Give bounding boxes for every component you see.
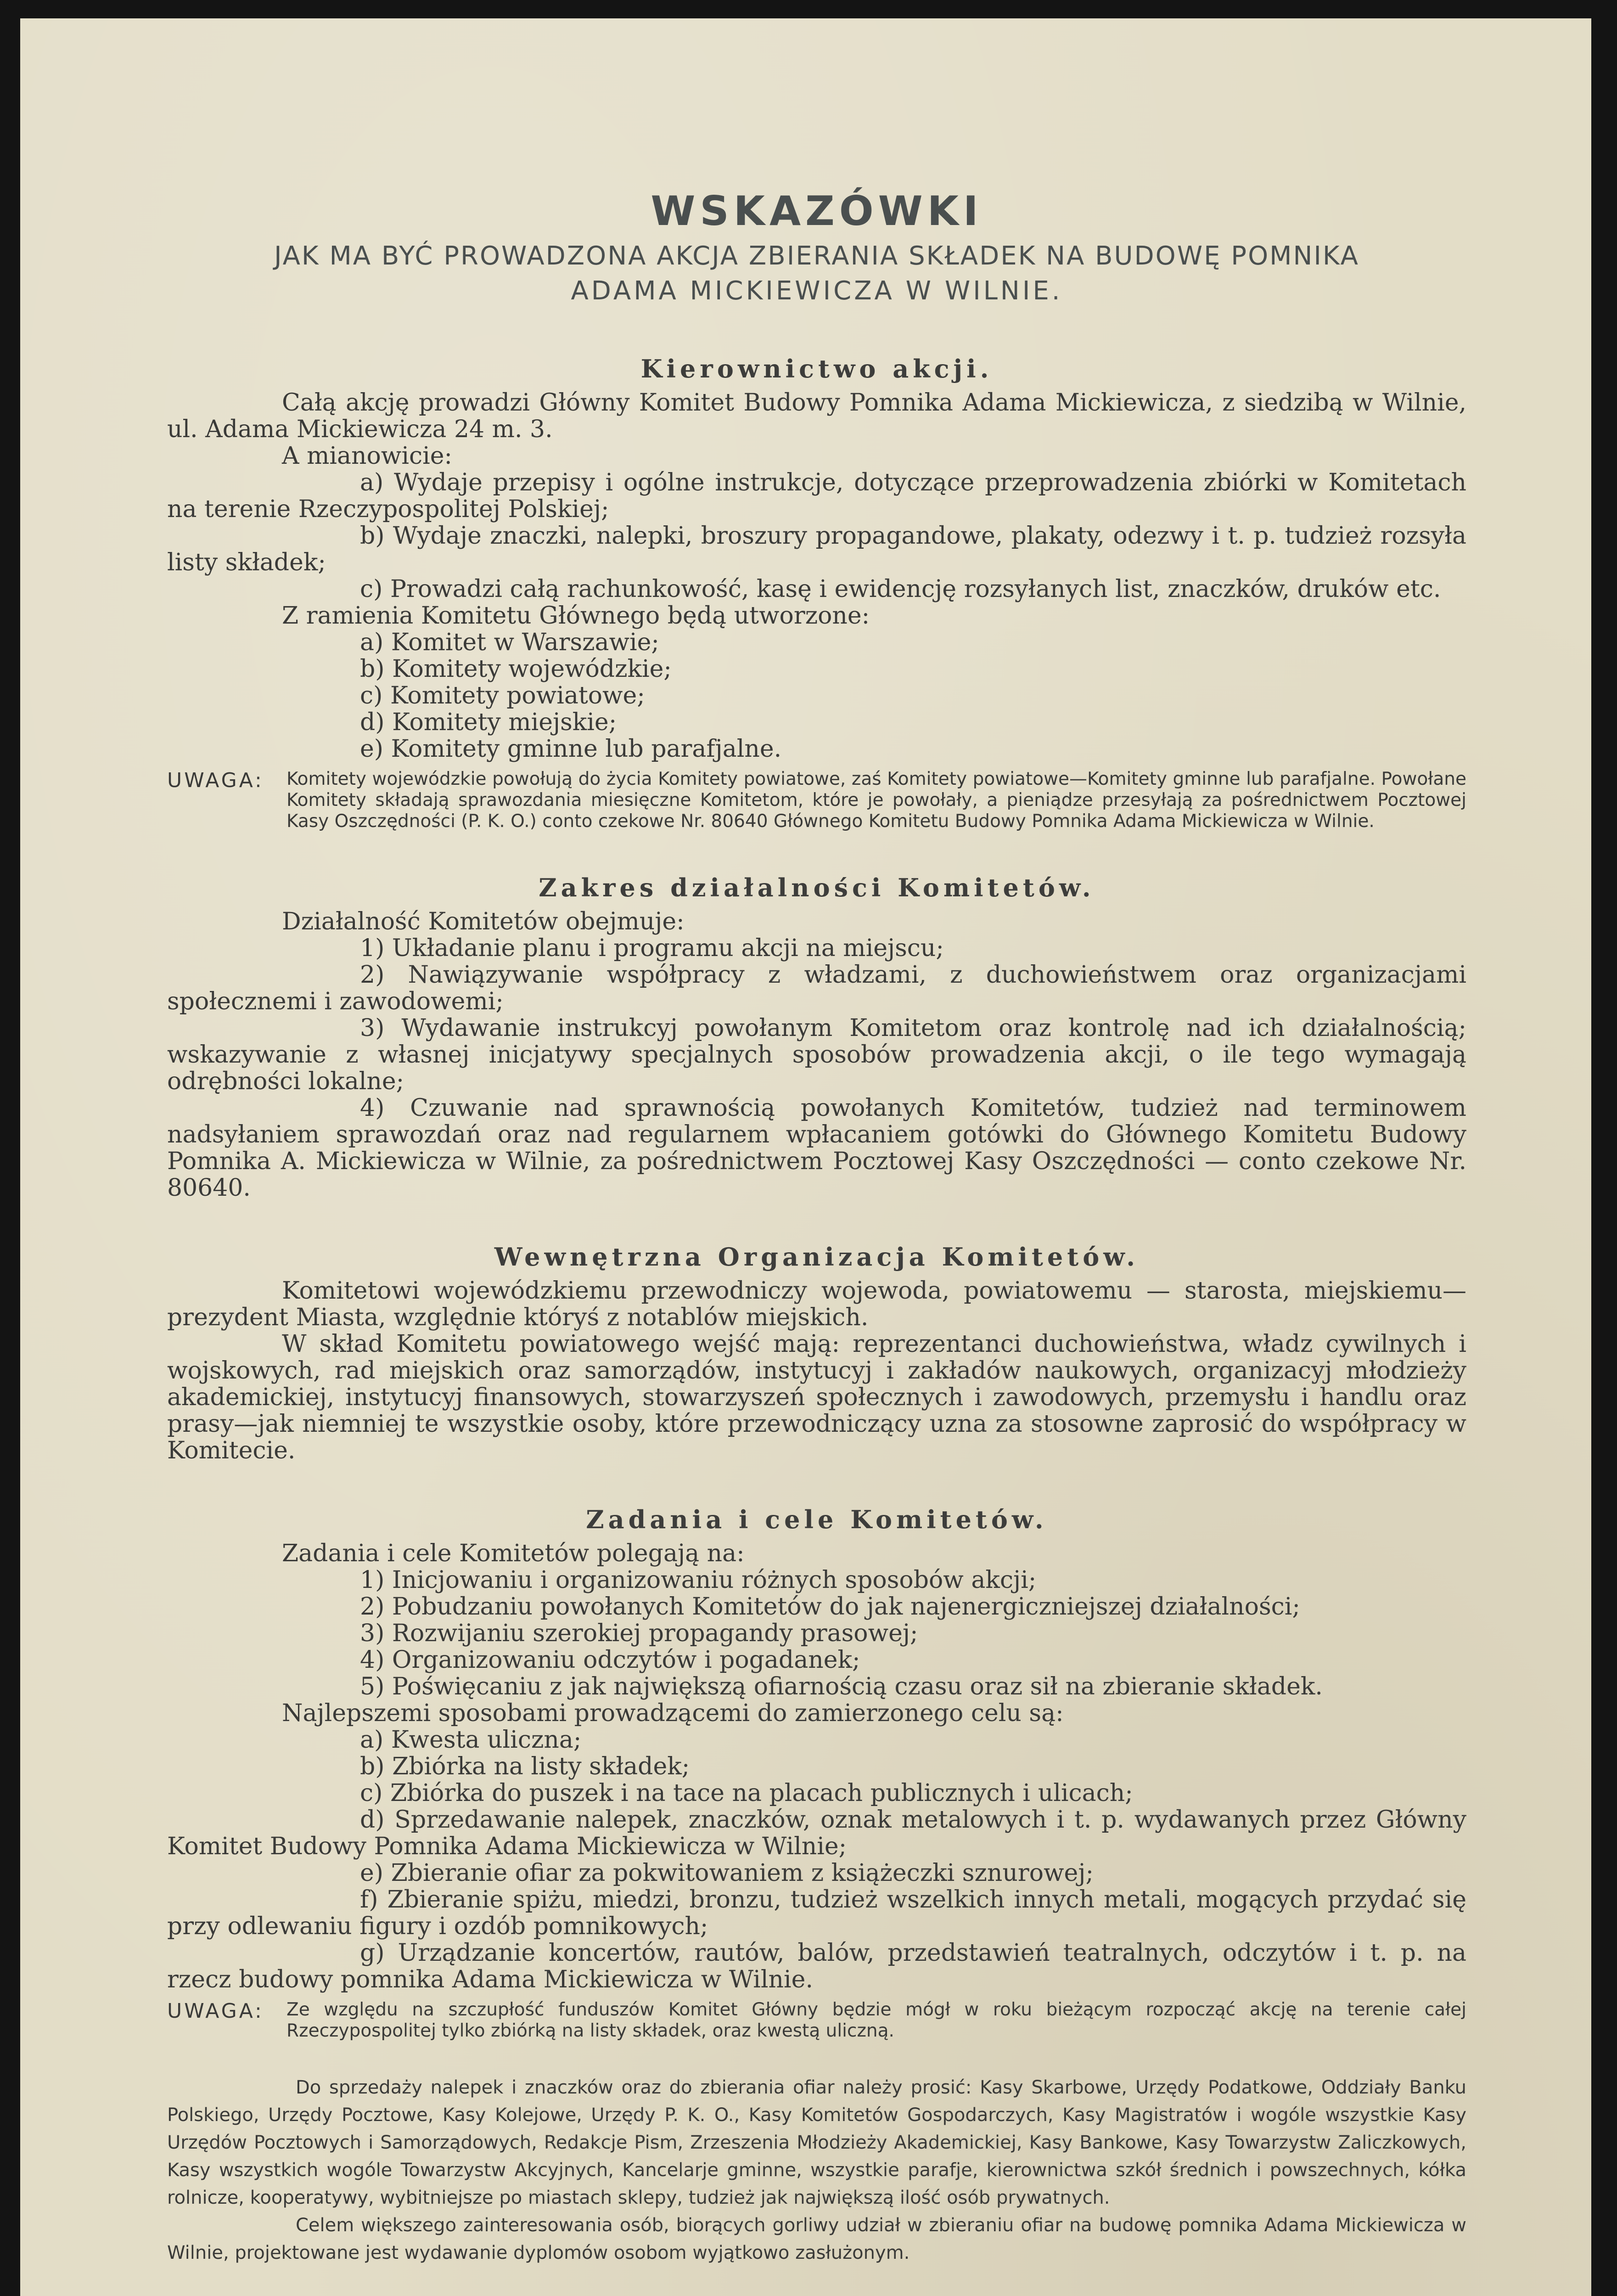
paragraph: Najlepszemi sposobami prowadzącemi do zamierzonego celu są: [282,1699,1064,1727]
list-item: g) Urządzanie koncertów, rautów, balów, przedstawień teatralnych, odczytów i t. p. na rzecz budowy pomnika Adama Mickiewicza w Wilnie. [167,1939,1466,1993]
list-item: a) Komitet w Warszawie; [360,629,659,656]
list-item: c) Zbiórka do puszek i na tace na placach publicznych i ulicach; [360,1779,1133,1807]
uwaga-text: Komitety wojewódzkie powołują do życia Komitety powiatowe, zaś Komitety powiatowe—Komitety gminne lub parafjalne. Powołane Komitety składają sprawozdania miesięczne Komitetom, które je powołały, a pieniądze przesyłają za pośrednictwem Pocztowej Kasy Oszczędności (P. K. O.) conto czekowe Nr. 80640 Głównego Komitetu Budowy Pomnika Adama Mickiewicza w Wilnie. [286,769,1466,832]
list-item: f) Zbieranie spiżu, miedzi, bronzu, tudzież wszelkich innych metali, mogących przydać się przy odlewaniu figury i ozdób pomnikowych; [167,1886,1466,1940]
list-item: b) Komitety wojewódzkie; [360,655,672,683]
list-item: 4) Organizowaniu odczytów i pogadanek; [360,1646,860,1674]
document-subtitle-line2: ADAMA MICKIEWICZA W WILNIE. [571,276,1063,306]
document-subtitle-line1: JAK MA BYĆ PROWADZONA AKCJA ZBIERANIA SKŁADEK NA BUDOWĘ POMNIKA [274,241,1359,271]
closing-paragraph: Do sprzedaży nalepek i znaczków oraz do zbierania ofiar należy prosić: Kasy Skarbowe, Urzędy Podatkowe, Oddziały Banku Polskiego, Urzędy Pocztowe, Kasy Kolejowe, Urzędy P. K. O., Kasy Komitetów Gospodarczych, Kasy Magistratów i wogóle wszystkie Kasy Urzędów Pocztowych i Samorządowych, Redakcje Pism, Zrzeszenia Młodzieży Akademickiej, Kasy Bankowe, Kasy Towarzystw Zaliczkowych, Kasy wszystkich wogóle Towarzystw Akcyjnych, Kancelarje gminne, wszystkie parafje, kierownictwa szkół średnich i powszechnych, kółka rolnicze, kooperatywy, wybitniejsze po miastach sklepy, tudzież jak największą ilość osób prywatnych. [167,2077,1466,2208]
paragraph: Zadania i cele Komitetów polegają na: [282,1540,745,1567]
list-item: 3) Rozwijaniu szerokiej propagandy prasowej; [360,1620,918,1647]
duties-list [167,469,1466,602]
section-heading-zakres: Zakres działalności Komitetów. [539,873,1095,902]
list-item: 2) Nawiązywanie współpracy z władzami, z duchowieństwem oraz organizacjami społecznemi i zawodowemi; [167,961,1466,1015]
paragraph: Całą akcję prowadzi Główny Komitet Budowy Pomnika Adama Mickiewicza, z siedzibą w Wilnie, ul. Adama Mickiewicza 24 m. 3. [167,389,1466,443]
list-item: e) Zbieranie ofiar za pokwitowaniem z książeczki sznurowej; [360,1859,1094,1887]
uwaga-label: UWAGA: [167,1999,264,2023]
list-item: a) Wydaje przepisy i ogólne instrukcje, dotyczące przeprowadzenia zbiórki w Komitetach na terenie Rzeczypospolitej Polskiej; [167,469,1466,523]
uwaga-text: Ze względu na szczupłość funduszów Komitet Główny będzie mógł w roku bieżącym rozpocząć akcję na terenie całej Rzeczypospolitej tylko zbiórką na listy składek, oraz kwestą uliczną. [286,1999,1466,2041]
activities-list [167,935,1466,1201]
list-item: b) Zbiórka na listy składek; [360,1753,690,1780]
list-item: 4) Czuwanie nad sprawnością powołanych Komitetów, tudzież nad terminowem nadsyłaniem sprawozdań oraz nad regularnem wpłacaniem gotówki do Głównego Komitetu Budowy Pomnika A. Mickiewicza w Wilnie, za pośrednictwem Pocztowej Kasy Oszczędności — conto czekowe Nr. 80640. [167,1094,1466,1202]
paragraph: W skład Komitetu powiatowego wejść mają: reprezentanci duchowieństwa, władz cywilnych i wojskowych, rad miejskich oraz samorządów, instytucyj i zakładów naukowych, organizacyj młodzieży akademickiej, instytucyj finansowych, stowarzyszeń społecznych i zawodowych, przemysłu i handlu oraz prasy—jak niemniej te wszystkie osoby, które przewodniczący uzna za stosowne zaprosić do współpracy w Komitecie. [167,1330,1466,1464]
list-item: d) Sprzedawanie nalepek, znaczków, oznak metalowych i t. p. wydawanych przez Główny Komitet Budowy Pomnika Adama Mickiewicza w Wilnie; [167,1806,1466,1860]
section-heading-zadania: Zadania i cele Komitetów. [586,1505,1048,1534]
list-item: 1) Układanie planu i programu akcji na miejscu; [360,934,944,962]
methods-list [167,1727,1466,1993]
uwaga-label: UWAGA: [167,769,264,792]
tasks-list [167,1567,1466,1700]
list-item: 3) Wydawanie instrukcyj powołanym Komitetom oraz kontrolę nad ich działalnością; wskazywanie z własnej inicjatywy specjalnych sposobów prowadzenia akcji, o ile tego wymagają odrębności lokalne; [167,1014,1466,1095]
section-heading-kierownictwo: Kierownictwo akcji. [640,354,993,383]
list-item: b) Wydaje znaczki, nalepki, broszury propagandowe, plakaty, odezwy i t. p. tudzież rozsyła listy składek; [167,522,1466,576]
list-item: c) Prowadzi całą rachunkowość, kasę i ewidencję rozsyłanych list, znaczków, druków etc. [360,575,1441,603]
uwaga-note [167,769,1466,832]
list-item: 5) Poświęcaniu z jak największą ofiarnością czasu oraz sił na zbieranie składek. [360,1673,1323,1700]
paragraph: A mianowicie: [282,442,453,470]
list-item: 1) Inicjowaniu i organizowaniu różnych sposobów akcji; [360,1566,1037,1594]
paragraph: Z ramienia Komitetu Głównego będą utworzone: [282,602,870,630]
list-item: e) Komitety gminne lub parafjalne. [360,735,782,763]
list-item: d) Komitety miejskie; [360,709,617,736]
spacer [167,2042,1466,2074]
closing-paragraph: Celem większego zainteresowania osób, biorących gorliwy udział w zbieraniu ofiar na budowę pomnika Adama Mickiewicza w Wilnie, projektowane jest wydawanie dyplomów osobom wyjątkowo zasłużonym. [167,2215,1466,2263]
paragraph: Komitetowi wojewódzkiemu przewodniczy wojewoda, powiatowemu — starosta, miejskiemu—prezydent Miasta, względnie któryś z notablów miejskich. [167,1277,1466,1331]
document-title: WSKAZÓWKI [651,187,983,235]
list-item: c) Komitety powiatowe; [360,682,645,709]
list-item: 2) Pobudzaniu powołanych Komitetów do jak najenergiczniejszej działalności; [360,1593,1300,1621]
committees-list [167,629,1466,762]
document-content [167,184,1466,2296]
list-item: a) Kwesta uliczna; [360,1726,582,1754]
uwaga-note [167,1999,1466,2042]
document-sheet [20,18,1591,2296]
paragraph: Działalność Komitetów obejmuje: [282,908,685,935]
section-heading-organizacja: Wewnętrzna Organizacja Komitetów. [494,1242,1140,1272]
